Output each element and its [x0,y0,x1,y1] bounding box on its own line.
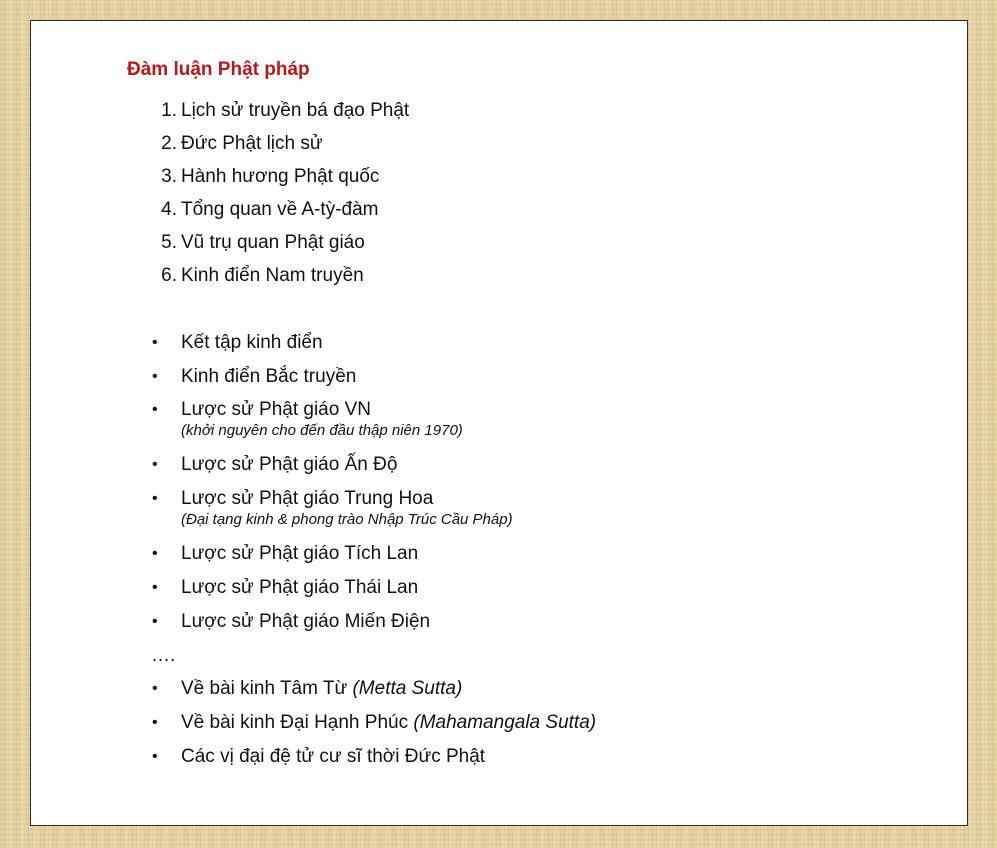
item-text: Kinh điển Bắc truyền [181,366,357,387]
bullet-icon: • [152,401,158,418]
item-text: Lược sử Phật giáo Tích Lan [181,543,419,564]
item-text: Lược sử Phật giáo Miến Điện [181,611,431,632]
ellipsis: …. [151,645,176,666]
item-number: 3. [161,166,177,187]
item-text: Tổng quan về A-tỳ-đàm [181,199,379,220]
item-number: 5. [161,232,177,253]
item-text: Kinh điển Nam truyền [181,265,364,286]
item-text: Hành hương Phật quốc [181,166,380,187]
bullet-icon: • [152,334,158,351]
item-text: Kết tập kinh điển [181,332,323,353]
bullet-icon: • [152,579,158,596]
bullet-icon: • [152,613,158,630]
item-text: Lược sử Phật giáo VN [181,399,371,420]
item-text: Đức Phật lịch sử [181,133,323,154]
item-text: Vũ trụ quan Phật giáo [181,232,365,253]
page-title: Đàm luận Phật pháp [127,59,310,80]
content-panel [30,20,968,826]
item-line [181,678,462,700]
item-number: 2. [161,133,177,154]
bullet-icon: • [152,456,158,473]
item-number: 4. [161,199,177,220]
item-line [181,712,596,734]
item-number: 1. [161,100,177,121]
item-text: Lịch sử truyền bá đạo Phật [181,100,410,121]
item-text: Về bài kinh Đại Hạnh Phúc [181,712,414,733]
item-italic-title: (Metta Sutta) [352,678,463,699]
item-italic-title: (Mahamangala Sutta) [413,712,597,733]
item-note: (khởi nguyên cho đến đầu thập niên 1970) [181,422,463,439]
item-text: Lược sử Phật giáo Thái Lan [181,577,419,598]
bullet-icon: • [152,545,158,562]
item-text: Về bài kinh Tâm Từ [181,678,353,699]
item-text: Các vị đại đệ tử cư sĩ thời Đức Phật [181,746,486,767]
item-number: 6. [161,265,177,286]
item-note: (Đại tạng kinh & phong trào Nhập Trúc Cầu Pháp) [181,511,513,528]
bullet-icon: • [152,680,158,697]
item-text: Lược sử Phật giáo Ấn Độ [181,454,398,475]
bullet-icon: • [152,368,158,385]
bullet-icon: • [152,748,158,765]
bullet-icon: • [152,714,158,731]
item-text: Lược sử Phật giáo Trung Hoa [181,488,434,509]
bullet-icon: • [152,490,158,507]
